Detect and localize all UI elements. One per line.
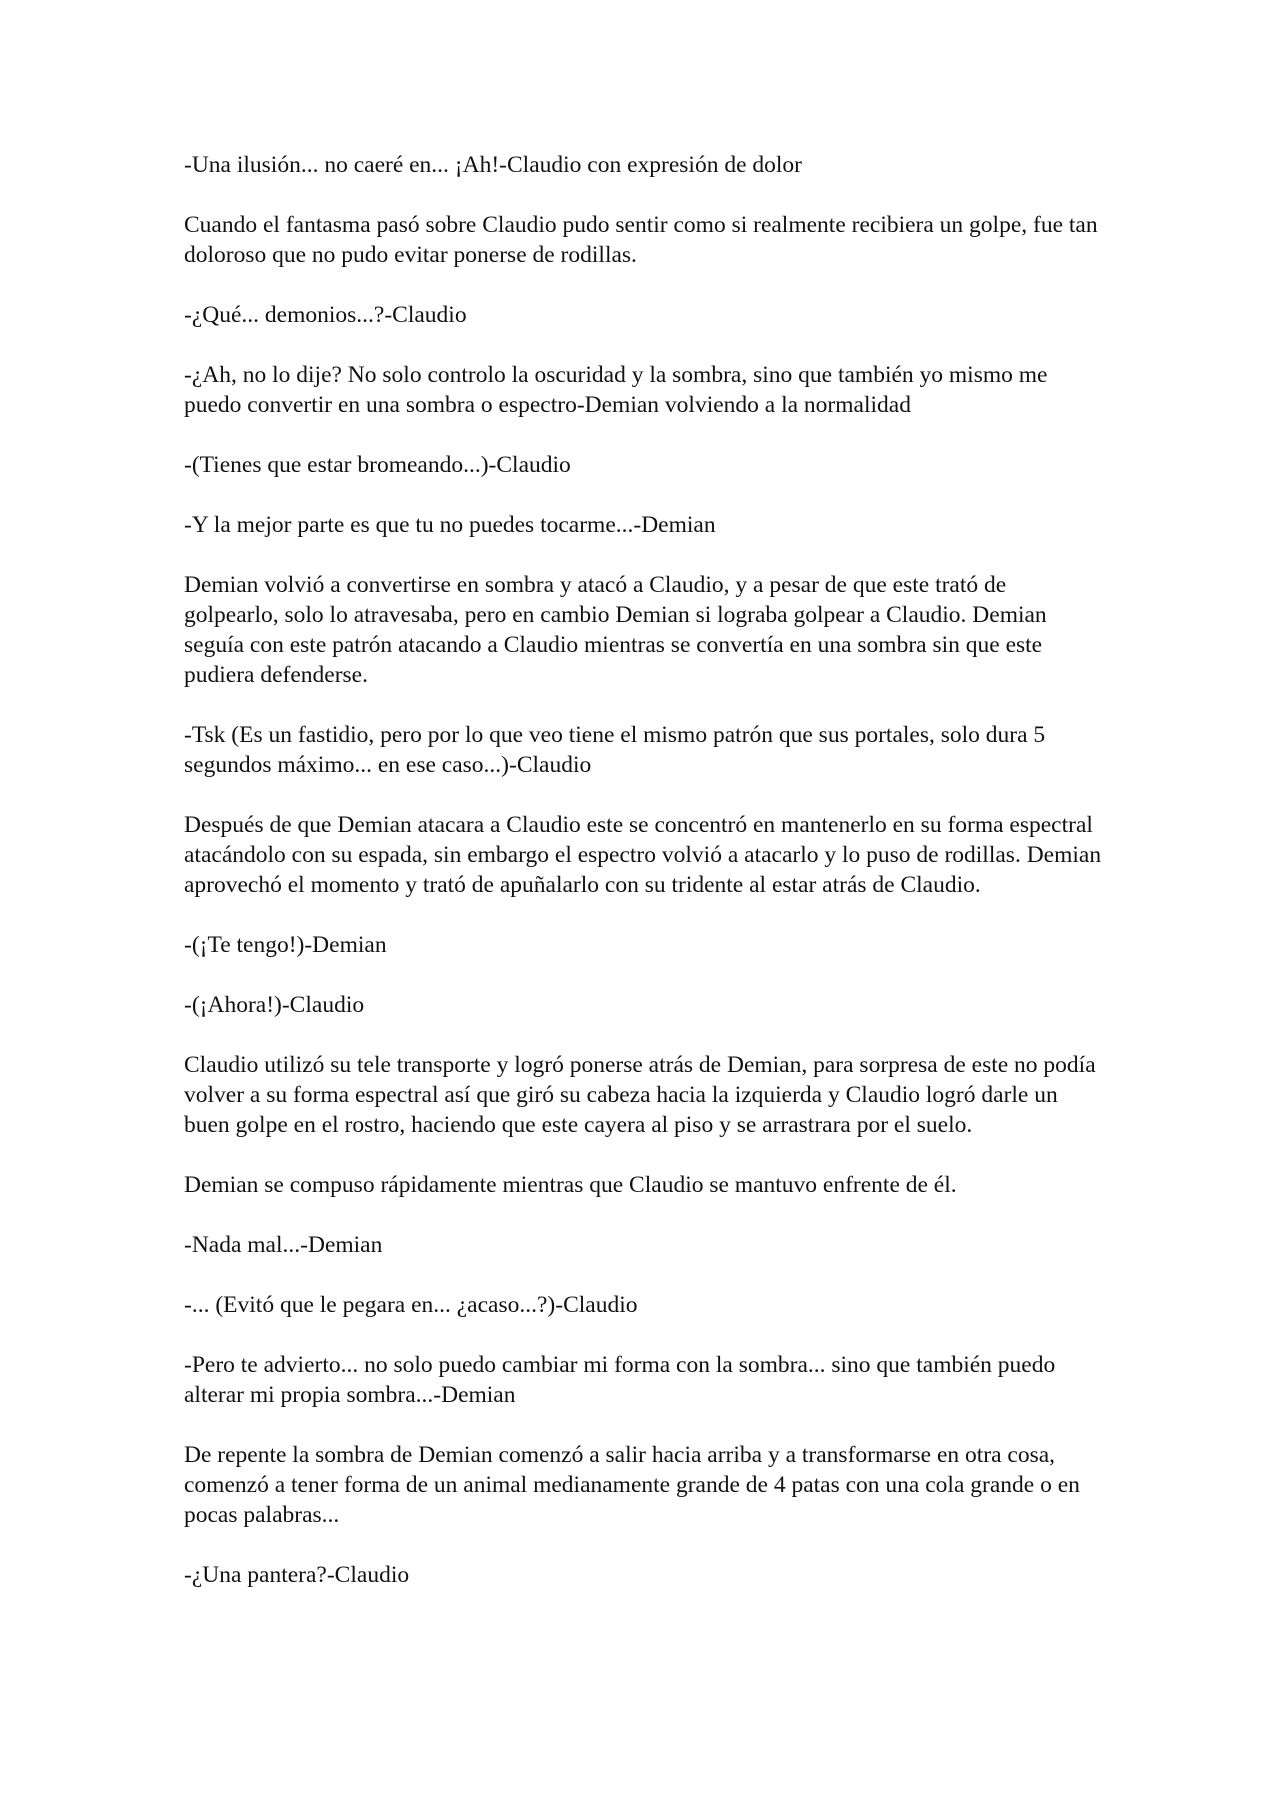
paragraph: -(Tienes que estar bromeando...)-Claudio [184, 452, 571, 478]
paragraph: Cuando el fantasma pasó sobre Claudio pudo sentir como si realmente recibiera un golpe, fue tan doloroso que no pudo evitar ponerse de rodillas. [184, 212, 1098, 268]
paragraph: -¿Qué... demonios...?-Claudio [184, 302, 467, 328]
paragraph: -Nada mal...-Demian [184, 1232, 383, 1258]
paragraph: -¿Una pantera?-Claudio [184, 1562, 410, 1588]
paragraph: Demian volvió a convertirse en sombra y atacó a Claudio, y a pesar de que este trató de golpearlo, solo lo atravesaba, pero en cambio Demian si lograba golpear a Claudio. Demian seguía con este patrón atacando a Claudio mientras se convertía en una sombra sin que este pudiera defenderse. [184, 572, 1047, 688]
paragraph: De repente la sombra de Demian comenzó a salir hacia arriba y a transformarse en otra cosa, comenzó a tener forma de un animal medianamente grande de 4 patas con una cola grande o en pocas palabras... [184, 1442, 1080, 1528]
paragraph: Claudio utilizó su tele transporte y logró ponerse atrás de Demian, para sorpresa de este no podía volver a su forma espectral así que giró su cabeza hacia la izquierda y Claudio logró darle un buen golpe en el rostro, haciendo que este cayera al piso y se arrastrara por el suelo. [184, 1052, 1096, 1138]
paragraph: -¿Ah, no lo dije? No solo controlo la oscuridad y la sombra, sino que también yo mismo me puedo convertir en una sombra o espectro-Demian volviendo a la normalidad [184, 362, 1048, 418]
paragraph: -... (Evitó que le pegara en... ¿acaso...?)-Claudio [184, 1292, 638, 1318]
paragraph: -(¡Te tengo!)-Demian [184, 932, 387, 958]
paragraph: Después de que Demian atacara a Claudio este se concentró en mantenerlo en su forma espectral atacándolo con su espada, sin embargo el espectro volvió a atacarlo y lo puso de rodillas. Demian aprovechó el momento y trató de apuñalarlo con su tridente al estar atrás de Claudio. [184, 812, 1102, 898]
paragraph: -(¡Ahora!)-Claudio [184, 992, 365, 1018]
paragraph: -Tsk (Es un fastidio, pero por lo que veo tiene el mismo patrón que sus portales, solo dura 5 segundos máximo... en ese caso...)-Claudio [184, 722, 1046, 778]
paragraph: -Pero te advierto... no solo puedo cambiar mi forma con la sombra... sino que también puedo alterar mi propia sombra...-Demian [184, 1352, 1056, 1408]
paragraph: -Y la mejor parte es que tu no puedes tocarme...-Demian [184, 512, 716, 538]
paragraph: -Una ilusión... no caeré en... ¡Ah!-Claudio con expresión de dolor [184, 152, 802, 178]
paragraph: Demian se compuso rápidamente mientras que Claudio se mantuvo enfrente de él. [184, 1172, 957, 1198]
document-body [184, 150, 1104, 1620]
